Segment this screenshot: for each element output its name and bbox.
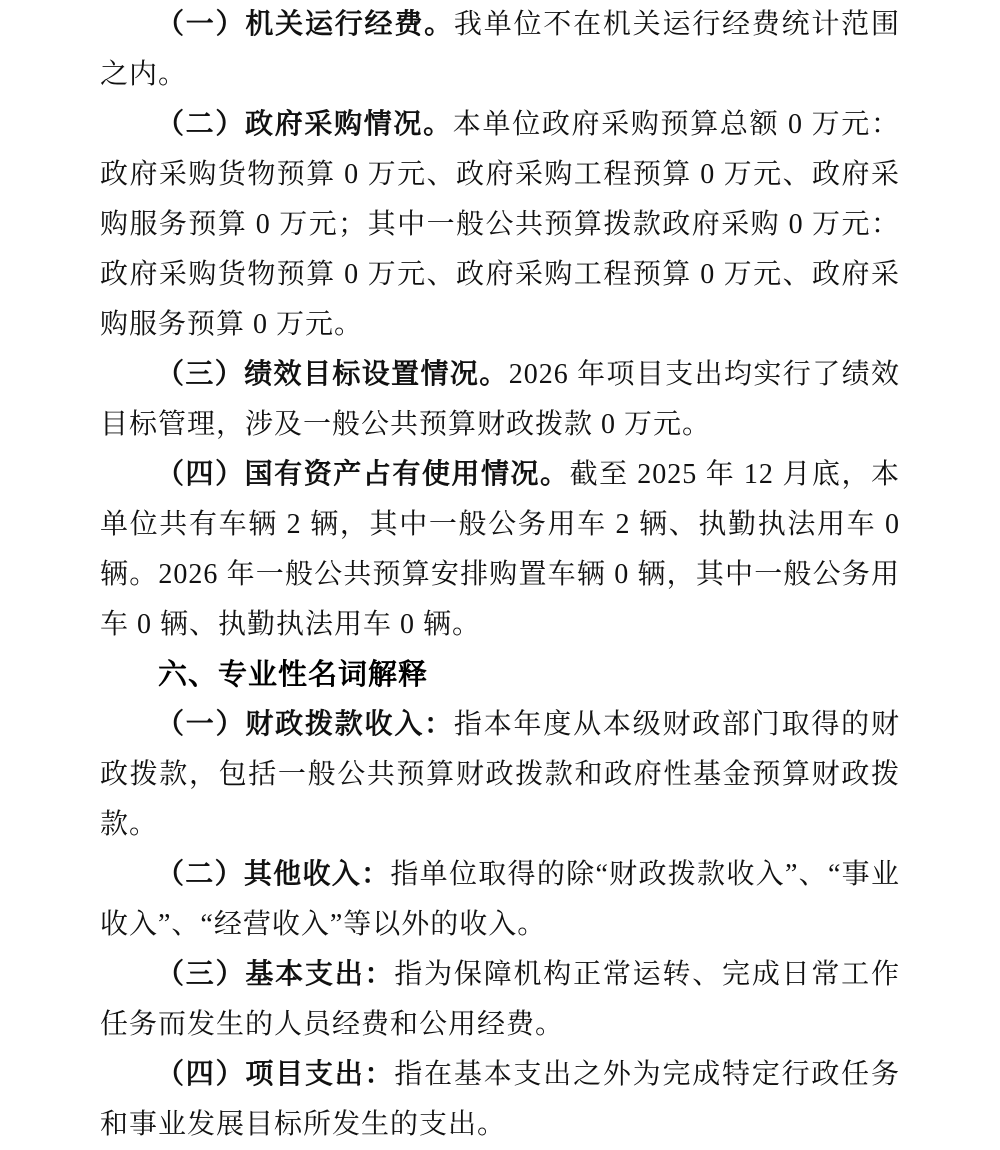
paragraph-term-fiscal-appropriation-income [100, 700, 900, 850]
paragraph-state-assets-usage [100, 450, 900, 650]
paragraph-government-procurement [100, 100, 900, 350]
paragraph-text: 指本年度从本级财政部门取得的财政拨款，包括一般公共预算财政拨款和政府性基金预算财政拨款。 [100, 709, 900, 840]
paragraph-lead: （二）政府采购情况。 [156, 109, 453, 140]
paragraph-term-project-expenditure [100, 1050, 900, 1150]
paragraph-text: 指为保障机构正常运转、完成日常工作任务而发生的人员经费和公用经费。 [100, 959, 900, 1040]
paragraph-lead: （二）其他收入： [156, 859, 391, 890]
section-heading-terminology: 六、专业性名词解释 [158, 659, 429, 691]
paragraph-text: 本单位政府采购预算总额 0 万元：政府采购货物预算 0 万元、政府采购工程预算 0 万元、政府采购服务预算 0 万元；其中一般公共预算拨款政府采购 0 万元：政府采购货物预算 0 万元、政府采购工程预算 0 万元、政府采购服务预算 0 万元。 [100, 109, 900, 340]
paragraph-lead: （四）项目支出： [156, 1059, 395, 1090]
paragraph-lead: （三）绩效目标设置情况。 [156, 359, 509, 390]
paragraph-text: 截至 2025 年 12 月底，本单位共有车辆 2 辆，其中一般公务用车 2 辆、执勤执法用车 0 辆。2026 年一般公共预算安排购置车辆 0 辆，其中一般公务用车 0 辆、执勤执法用车 0 辆。 [100, 459, 900, 640]
paragraph-text: 指单位取得的除“财政拨款收入”、“事业收入”、“经营收入”等以外的收入。 [100, 859, 900, 940]
paragraph-term-basic-expenditure [100, 950, 900, 1050]
paragraph-text: 我单位不在机关运行经费统计范围之内。 [100, 9, 900, 90]
paragraph-lead: （三）基本支出： [156, 959, 395, 990]
paragraph-text: 指在基本支出之外为完成特定行政任务和事业发展目标所发生的支出。 [100, 1059, 900, 1140]
paragraph-lead: （一）机关运行经费。 [156, 9, 454, 40]
paragraph-performance-targets [100, 350, 900, 450]
paragraph-term-other-income [100, 850, 900, 950]
paragraph-lead: （四）国有资产占有使用情况。 [156, 459, 570, 490]
paragraph-text: 2026 年项目支出均实行了绩效目标管理，涉及一般公共预算财政拨款 0 万元。 [100, 359, 900, 440]
paragraph-agency-operating-costs [100, 0, 900, 100]
paragraph-lead: （一）财政拨款收入： [156, 709, 454, 740]
